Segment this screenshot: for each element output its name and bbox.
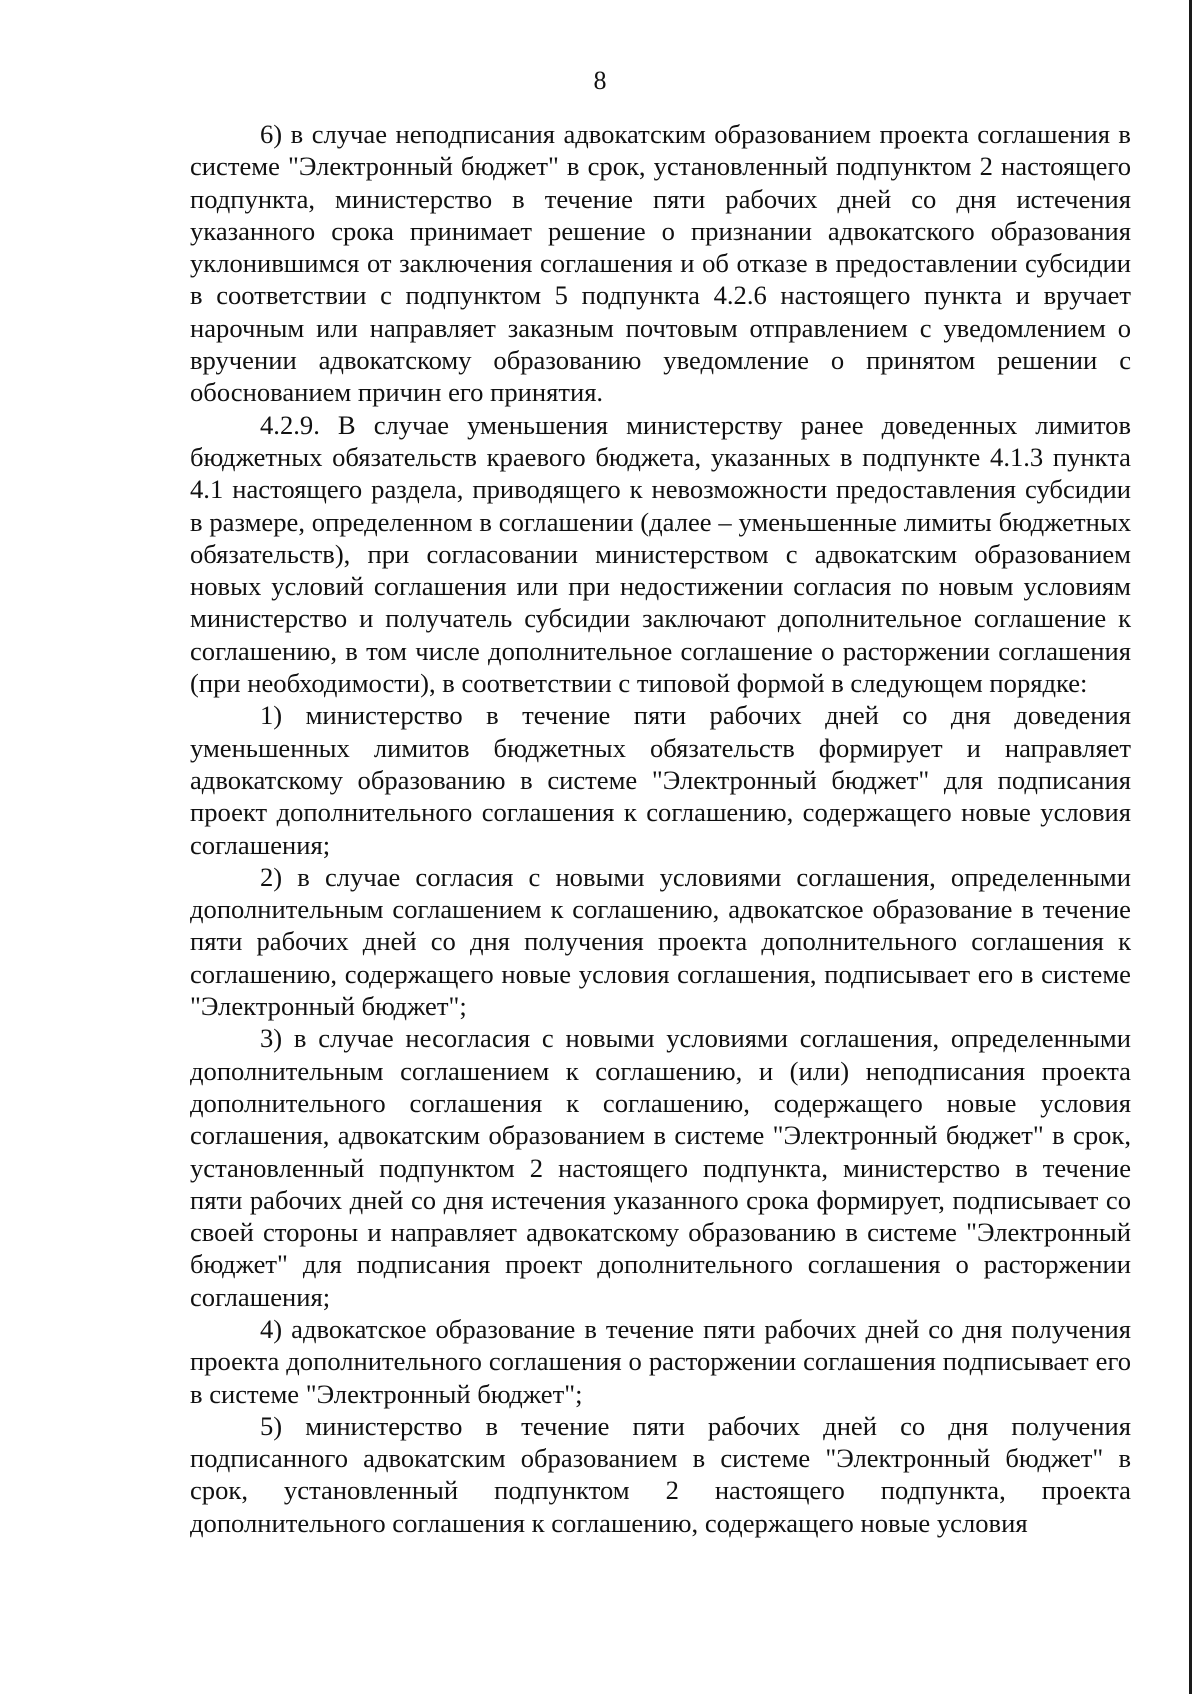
paragraph-subitem-6: 6) в случае неподписания адвокатским образованием проекта соглашения в системе "Электронный бюджет" в срок, установленный подпунктом 2 настоящего подпункта, министерство в течение пяти рабочих дней со дня истечения указанного срока принимает решение о признании адвокатского образования уклонившимся от заключения соглашения и об отказе в предоставлении субсидии в соответствии с подпунктом 5 подпункта 4.2.6 настоящего пункта и вручает нарочным или направляет заказным почтовым отправлением с уведомлением о вручении адвокатскому образованию уведомление о принятом решении с обоснованием причин его принятия. bbox=[190, 119, 1131, 408]
paragraph-4-2-9: 4.2.9. В случае уменьшения министерству ранее доведенных лимитов бюджетных обязательств краевого бюджета, указанных в подпункте 4.1.3 пункта 4.1 настоящего раздела, приводящего к невозможности предоставления субсидии в размере, определенном в соглашении (далее – уменьшенные лимиты бюджетных обязательств), при согласовании министерством с адвокатским образованием новых условий соглашения или при недостижении согласия по новым условиям министерство и получатель субсидии заключают дополнительное соглашение к соглашению, в том числе дополнительное соглашение о расторжении соглашения (при необходимости), в соответствии с типовой формой в следующем порядке: bbox=[190, 409, 1131, 699]
page-number: 8 bbox=[593, 66, 607, 95]
paragraph-subitem-3: 3) в случае несогласия с новыми условиями соглашения, определенными дополнительным соглашением к соглашению, и (или) неподписания проекта дополнительного соглашения к соглашению, содержащего новые условия соглашения, адвокатским образованием в системе "Электронный бюджет" в срок, установленный подпунктом 2 настоящего подпункта, министерство в течение пяти рабочих дней со дня истечения указанного срока формирует, подписывает со своей стороны и направляет адвокатскому образованию в системе "Электронный бюджет" для подписания проект дополнительного соглашения о расторжении соглашения; bbox=[190, 1023, 1131, 1312]
paragraph-subitem-1: 1) министерство в течение пяти рабочих дней со дня доведения уменьшенных лимитов бюджетных обязательств формирует и направляет адвокатскому образованию в системе "Электронный бюджет" для подписания проект дополнительного соглашения к соглашению, содержащего новые условия соглашения; bbox=[190, 700, 1131, 860]
paragraph-subitem-4: 4) адвокатское образование в течение пяти рабочих дней со дня получения проекта дополнительного соглашения о расторжении соглашения подписывает его в системе "Электронный бюджет"; bbox=[190, 1313, 1131, 1409]
paragraph-subitem-5: 5) министерство в течение пяти рабочих дней со дня получения подписанного адвокатским образованием в системе "Электронный бюджет" в срок, установленный подпунктом 2 настоящего подпункта, проекта дополнительного соглашения к соглашению, содержащего новые условия bbox=[190, 1410, 1131, 1538]
paragraph-subitem-2: 2) в случае согласия с новыми условиями соглашения, определенными дополнительным соглашением к соглашению, адвокатское образование в течение пяти рабочих дней со дня получения проекта дополнительного соглашения к соглашению, содержащего новые условия соглашения, подписывает его в системе "Электронный бюджет"; bbox=[190, 861, 1131, 1022]
scan-border-line bbox=[1189, 0, 1192, 1694]
document-body bbox=[190, 118, 1131, 1539]
